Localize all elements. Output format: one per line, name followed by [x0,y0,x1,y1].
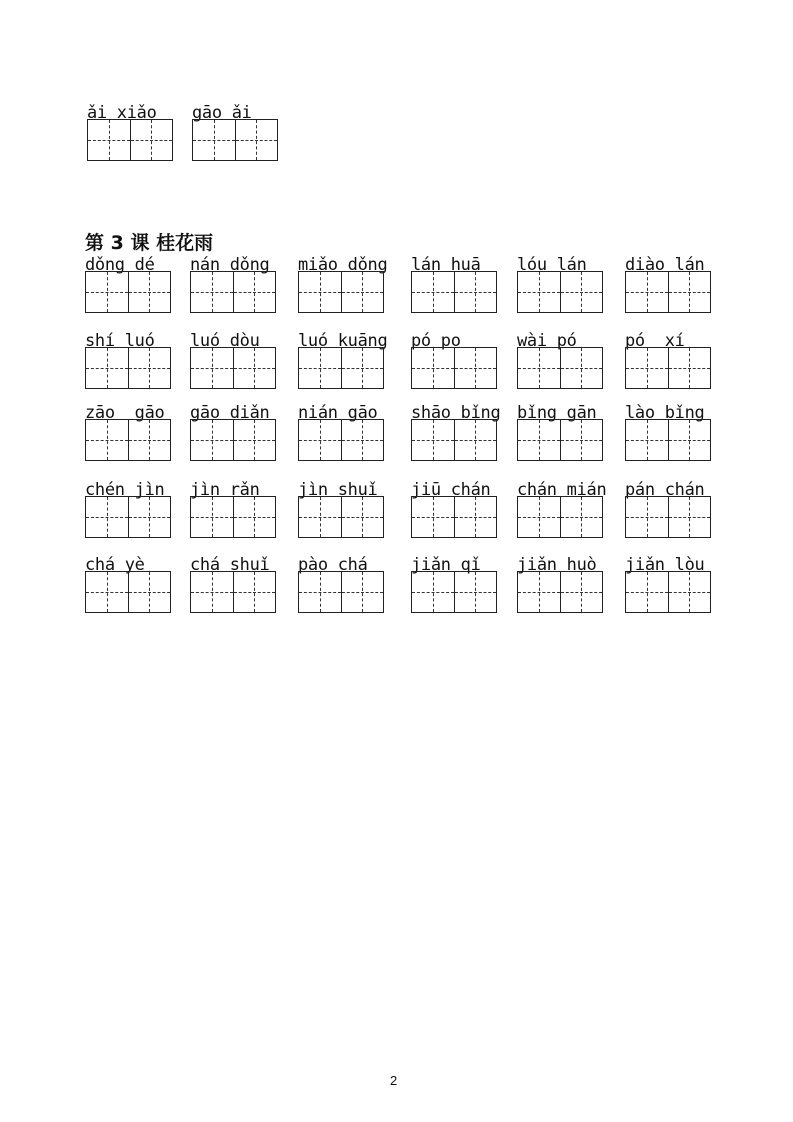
pinyin-label: pào chá [298,555,368,575]
tianzige-grid[interactable] [411,271,497,313]
tianzige-grid[interactable] [190,571,276,613]
character-cell[interactable] [128,572,171,612]
tianzige-grid[interactable] [411,496,497,538]
pinyin-label: shāo bǐng [411,403,501,423]
tianzige-grid[interactable] [298,571,384,613]
tianzige-grid[interactable] [190,496,276,538]
tianzige-grid[interactable] [411,347,497,389]
tianzige-grid[interactable] [625,496,711,538]
character-cell[interactable] [86,497,128,537]
pinyin-label: jiǎn qǐ [411,555,481,575]
character-cell[interactable] [626,272,668,312]
pinyin-label: dǒng dé [85,255,155,275]
pinyin-label: bǐng gān [517,403,597,423]
pinyin-label: diào lán [625,255,705,275]
character-cell[interactable] [233,348,276,388]
tianzige-grid[interactable] [625,271,711,313]
tianzige-grid[interactable] [190,271,276,313]
tianzige-grid[interactable] [298,496,384,538]
pinyin-label: chá yè [85,555,145,575]
character-cell[interactable] [454,572,497,612]
pinyin-label: nán dǒng [190,255,270,275]
character-cell[interactable] [128,348,171,388]
character-cell[interactable] [454,420,497,460]
pinyin-label: jiǎn huò [517,555,597,575]
character-cell[interactable] [341,420,384,460]
tianzige-grid[interactable] [411,571,497,613]
character-cell[interactable] [299,272,341,312]
pinyin-label: chá shuǐ [190,555,270,575]
character-cell[interactable] [668,497,711,537]
character-cell[interactable] [668,348,711,388]
character-cell[interactable] [560,572,603,612]
character-cell[interactable] [191,497,233,537]
pinyin-label: chán mián [517,480,607,500]
character-cell[interactable] [299,572,341,612]
character-cell[interactable] [130,120,173,160]
character-cell[interactable] [86,272,128,312]
character-cell[interactable] [299,497,341,537]
character-cell[interactable] [518,272,560,312]
character-cell[interactable] [668,272,711,312]
character-cell[interactable] [412,272,454,312]
character-cell[interactable] [233,420,276,460]
character-cell[interactable] [518,420,560,460]
character-cell[interactable] [668,420,711,460]
pinyin-label: pán chán [625,480,705,500]
character-cell[interactable] [626,348,668,388]
tianzige-grid[interactable] [517,347,603,389]
character-cell[interactable] [341,348,384,388]
pinyin-label: jiū chán [411,480,491,500]
pinyin-label: lào bǐng [625,403,705,423]
character-cell[interactable] [299,348,341,388]
character-cell[interactable] [235,120,278,160]
character-cell[interactable] [454,497,497,537]
character-cell[interactable] [86,420,128,460]
character-cell[interactable] [518,497,560,537]
character-cell[interactable] [128,272,171,312]
pinyin-label: jìn rǎn [190,480,260,500]
tianzige-grid[interactable] [190,419,276,461]
character-cell[interactable] [454,348,497,388]
character-cell[interactable] [341,272,384,312]
character-cell[interactable] [191,572,233,612]
character-cell[interactable] [86,348,128,388]
tianzige-grid[interactable] [517,419,603,461]
tianzige-grid[interactable] [85,571,171,613]
character-cell[interactable] [560,348,603,388]
character-cell[interactable] [668,572,711,612]
character-cell[interactable] [191,420,233,460]
character-cell[interactable] [560,272,603,312]
pinyin-label: lóu lán [517,255,587,275]
pinyin-label: shí luó [85,331,155,351]
character-cell[interactable] [233,497,276,537]
character-cell[interactable] [128,420,171,460]
pinyin-label: lán huā [411,255,481,275]
character-cell[interactable] [626,497,668,537]
tianzige-grid[interactable] [625,571,711,613]
tianzige-grid[interactable] [298,271,384,313]
tianzige-grid[interactable] [85,419,171,461]
character-cell[interactable] [412,348,454,388]
character-cell[interactable] [560,497,603,537]
character-cell[interactable] [233,272,276,312]
pinyin-label: luó kuāng [298,331,388,351]
page-number: 2 [390,1073,398,1088]
character-cell[interactable] [233,572,276,612]
character-cell[interactable] [518,572,560,612]
tianzige-grid[interactable] [517,496,603,538]
tianzige-grid[interactable] [517,271,603,313]
pinyin-label: zāo gāo [85,403,165,423]
character-cell[interactable] [341,572,384,612]
pinyin-label: chén jìn [85,480,165,500]
pinyin-label: ǎi xiǎo [87,103,157,123]
character-cell[interactable] [560,420,603,460]
pinyin-label: gāo ǎi [192,103,252,123]
character-cell[interactable] [86,572,128,612]
character-cell[interactable] [518,348,560,388]
character-cell[interactable] [191,272,233,312]
character-cell[interactable] [626,420,668,460]
character-cell[interactable] [128,497,171,537]
character-cell[interactable] [412,497,454,537]
lesson-heading: 第 3 课 桂花雨 [85,232,214,254]
tianzige-grid[interactable] [85,347,171,389]
pinyin-label: wài pó [517,331,577,351]
character-cell[interactable] [88,120,130,160]
character-cell[interactable] [626,572,668,612]
character-cell[interactable] [412,420,454,460]
tianzige-grid[interactable] [298,419,384,461]
character-cell[interactable] [191,348,233,388]
pinyin-label: pó po [411,331,461,351]
pinyin-label: jìn shuǐ [298,480,378,500]
tianzige-grid[interactable] [298,347,384,389]
tianzige-grid[interactable] [411,419,497,461]
tianzige-grid[interactable] [87,119,173,161]
character-cell[interactable] [412,572,454,612]
pinyin-label: luó dòu [190,331,260,351]
character-cell[interactable] [341,497,384,537]
tianzige-grid[interactable] [85,271,171,313]
pinyin-label: jiǎn lòu [625,555,705,575]
tianzige-grid[interactable] [192,119,278,161]
pinyin-label: pó xí [625,331,685,351]
character-cell[interactable] [193,120,235,160]
character-cell[interactable] [454,272,497,312]
character-cell[interactable] [299,420,341,460]
tianzige-grid[interactable] [625,347,711,389]
tianzige-grid[interactable] [517,571,603,613]
tianzige-grid[interactable] [190,347,276,389]
pinyin-label: miǎo dǒng [298,255,388,275]
tianzige-grid[interactable] [625,419,711,461]
pinyin-label: gāo diǎn [190,403,270,423]
tianzige-grid[interactable] [85,496,171,538]
pinyin-label: nián gāo [298,403,378,423]
